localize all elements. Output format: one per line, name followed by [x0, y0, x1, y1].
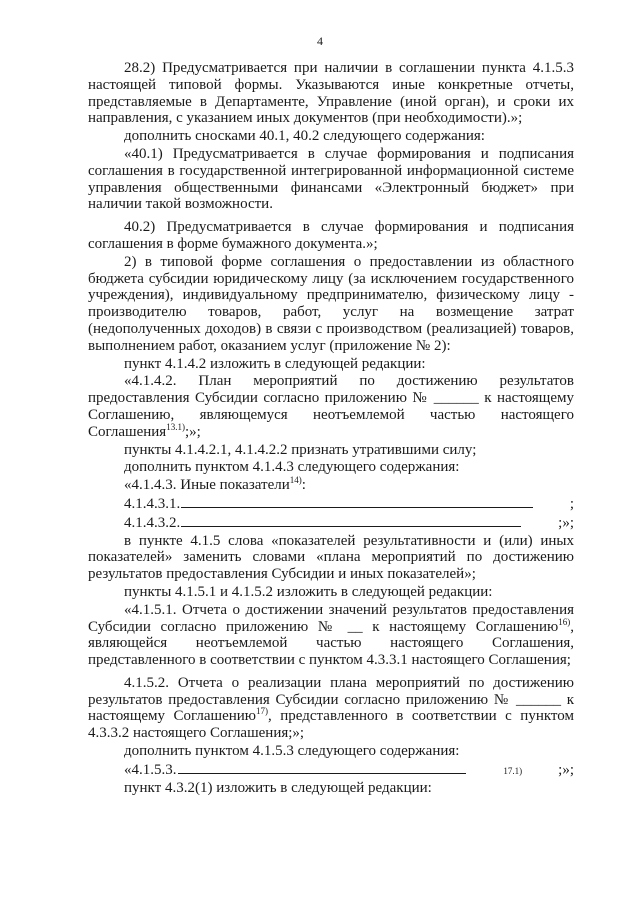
paragraph-4-1-4-2: «4.1.4.2. План мероприятий по достижению результатов предоставления Субсидии согласно приложению № ______ к настоящему Соглашению, являющемуся неотъемлемой частью настоящего Соглашения$^{13.1)}$;»;: [88, 373, 574, 440]
paragraph-40-1: «40.1) Предусматривается в случае формирования и подписания соглашения в государственной интегрированной информационной системе управления общественными финансами «Электронный бюджет» при наличии такой возможности.: [88, 145, 574, 213]
paragraph-4-1-4-2-intro: пункт 4.1.4.2 изложить в следующей редакции:: [124, 355, 426, 372]
paragraph-4-1-4-3: «4.1.4.3. Иные показатели$^{14)}$:: [124, 475, 306, 494]
paragraph-4-1-5-replace: в пункте 4.1.5 слова «показателей результативности и (или) иных показателей» заменить словами «плана мероприятий по достижению результатов предоставления Субсидии и иных показателей»;: [88, 532, 574, 583]
fill-line-4-1-4-3-1: 4.1.4.3.1. ;: [124, 495, 574, 512]
paragraph-4-1-5-2: 4.1.5.2. Отчета о реализации плана мероприятий по достижению результатов предоставления Субсидии согласно приложению № ______ к настоящему Соглашению$^{17)}$, представленного в соответствии с пунктом 4.3.3.2 настоящего Соглашения;»;: [88, 674, 574, 742]
paragraph-void-items: пункты 4.1.4.2.1, 4.1.4.2.2 признать утратившими силу;: [124, 441, 477, 458]
paragraph-add-footnotes: дополнить сносками 40.1, 40.2 следующего содержания:: [124, 128, 485, 145]
document-body: [88, 60, 574, 796]
fill-line-4-1-5-3: «4.1.5.3. 17.1) ;»;: [124, 761, 574, 778]
paragraph-40-2: 40.2) Предусматривается в случае формирования и подписания соглашения в форме бумажного документа.»;: [88, 219, 574, 252]
paragraph-add-4-1-4-3: дополнить пунктом 4.1.4.3 следующего содержания:: [124, 459, 460, 476]
paragraph-4-1-5-1-intro: пункты 4.1.5.1 и 4.1.5.2 изложить в следующей редакции:: [124, 583, 493, 600]
paragraph-add-4-1-5-3: дополнить пунктом 4.1.5.3 следующего содержания:: [124, 743, 460, 760]
paragraph-28-2: 28.2) Предусматривается при наличии в соглашении пункта 4.1.5.3 настоящей типовой формы. Указываются иные конкретные отчеты, представляемые в Департаменте, Управление (иной орган), и сроки их направления, с указанием иных документов (при необходимости).»;: [88, 60, 574, 127]
fill-line-4-1-4-3-2: 4.1.4.3.2. ;»;: [124, 514, 574, 531]
paragraph-4-1-5-1: «4.1.5.1. Отчета о достижении значений результатов предоставления Субсидии согласно приложению № __ к настоящему Соглашению$^{16)}$, являющейся неотъемлемой частью настоящего Соглашения, представленного в соответствии с пунктом 4.3.3.1 настоящего Соглашения;: [88, 601, 574, 669]
page-number: 4: [317, 34, 323, 48]
paragraph-item-2: 2) в типовой форме соглашения о предоставлении из областного бюджета субсидии юридическому лицу (за исключением государственного учреждения), индивидуальному предпринимателю, физическому лицу - производителю товаров, работ, услуг на возмещение затрат (недополученных доходов) в связи с производством (реализацией) товаров, выполнением работ, оказанием услуг (приложение № 2):: [88, 253, 574, 354]
paragraph-4-3-2-1: пункт 4.3.2(1) изложить в следующей редакции:: [124, 779, 432, 796]
